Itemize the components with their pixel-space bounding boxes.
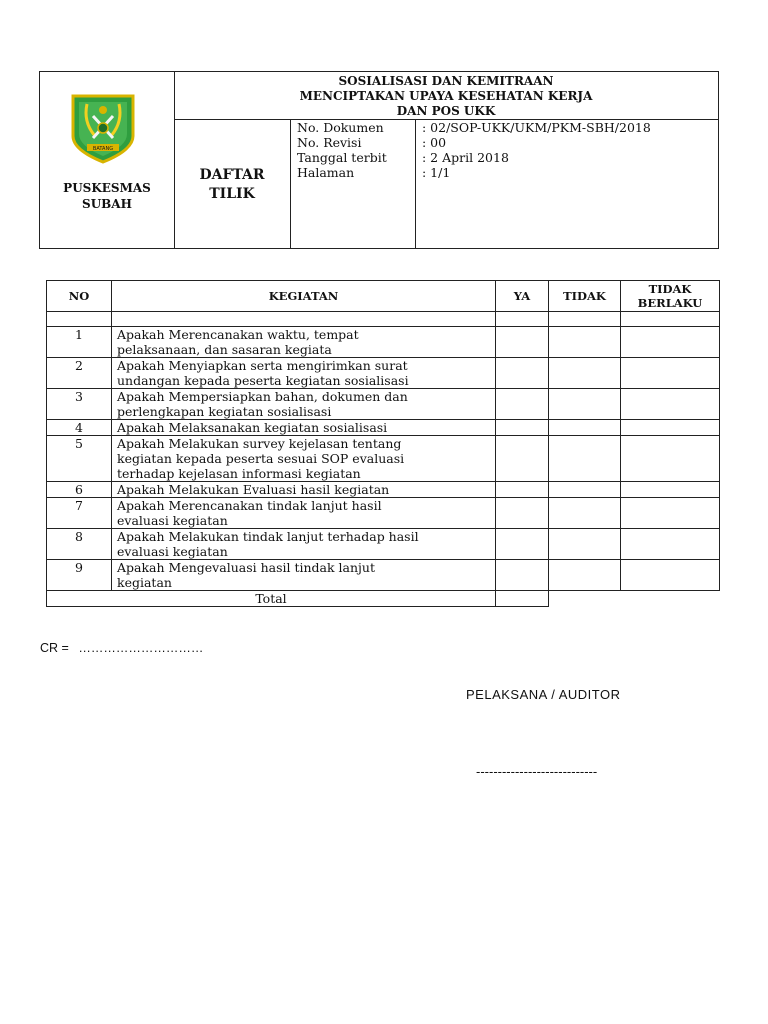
cr-line (40, 641, 203, 655)
ya-checkbox-cell[interactable] (496, 327, 549, 358)
activity-text: Apakah Melakukan survey kejelasan tentang kegiatan kepada peserta sesuai SOP evaluasi terhadap kejelasan informasi kegiatan (112, 436, 496, 482)
activity-text: Apakah Merencanakan waktu, tempat pelaksanaan, dan sasaran kegiata (112, 327, 496, 358)
ya-checkbox-cell[interactable] (496, 560, 549, 591)
svg-text:BATANG: BATANG (92, 146, 114, 152)
tidak-berlaku-checkbox-cell[interactable] (621, 358, 720, 389)
document-title: SOSIALISASI DAN KEMITRAAN MENCIPTAKAN UPAYA KESEHATAN KERJA DAN POS UKK (299, 74, 593, 118)
cr-label: CR = (40, 641, 69, 655)
activity-text: Apakah Melaksanakan kegiatan sosialisasi (112, 420, 496, 436)
activity-text: Apakah Melakukan Evaluasi hasil kegiatan (112, 482, 496, 498)
meta-value: : 02/SOP-UKK/UKM/PKM-SBH/2018 (422, 120, 651, 135)
row-number: 7 (47, 498, 112, 529)
tidak-checkbox-cell[interactable] (549, 436, 621, 482)
tidak-berlaku-checkbox-cell[interactable] (621, 389, 720, 420)
total-row (47, 591, 720, 607)
tidak-checkbox-cell[interactable] (549, 420, 621, 436)
activity-text: Apakah Menyiapkan serta mengirimkan surat undangan kepada peserta kegiatan sosialisasi (112, 358, 496, 389)
table-row (47, 482, 720, 498)
row-number: 9 (47, 560, 112, 591)
table-row (47, 498, 720, 529)
ya-checkbox-cell[interactable] (496, 389, 549, 420)
table-row (47, 327, 720, 358)
activity-text: Apakah Mengevaluasi hasil tindak lanjut kegiatan (112, 560, 496, 591)
tidak-berlaku-checkbox-cell[interactable] (621, 420, 720, 436)
row-number: 6 (47, 482, 112, 498)
column-header-no: NO (47, 281, 112, 312)
meta-label: Tanggal terbit (297, 150, 387, 165)
table-row (47, 529, 720, 560)
table-row (47, 420, 720, 436)
ya-checkbox-cell[interactable] (496, 358, 549, 389)
activity-text: Apakah Merencanakan tindak lanjut hasil evaluasi kegiatan (112, 498, 496, 529)
column-header-ya: YA (496, 281, 549, 312)
tidak-berlaku-checkbox-cell[interactable] (621, 436, 720, 482)
tidak-checkbox-cell[interactable] (549, 358, 621, 389)
meta-label: No. Dokumen (297, 120, 384, 135)
empty-cell (621, 591, 720, 607)
row-number: 2 (47, 358, 112, 389)
tidak-checkbox-cell[interactable] (549, 482, 621, 498)
signer-title: PELAKSANA / AUDITOR (466, 687, 621, 702)
tidak-berlaku-checkbox-cell[interactable] (621, 482, 720, 498)
document-type: DAFTAR TILIK (199, 167, 265, 202)
organization-name: PUSKESMAS SUBAH (63, 181, 151, 211)
row-number: 4 (47, 420, 112, 436)
table-header-row (47, 281, 720, 312)
column-header-tidak: TIDAK (549, 281, 621, 312)
table-spacer-row (47, 312, 720, 327)
batang-emblem-icon (65, 90, 141, 164)
total-ya-cell[interactable] (496, 591, 549, 607)
divider (290, 119, 291, 248)
tidak-checkbox-cell[interactable] (549, 327, 621, 358)
meta-value: : 1/1 (422, 165, 451, 180)
meta-value: : 00 (422, 135, 447, 150)
activity-text: Apakah Melakukan tindak lanjut terhadap hasil evaluasi kegiatan (112, 529, 496, 560)
activity-text: Apakah Mempersiapkan bahan, dokumen dan perlengkapan kegiatan sosialisasi (112, 389, 496, 420)
document-header (39, 71, 719, 249)
tidak-checkbox-cell[interactable] (549, 498, 621, 529)
meta-label: No. Revisi (297, 135, 362, 150)
signature-line[interactable]: ---------------------------- (476, 764, 598, 779)
table-row (47, 358, 720, 389)
cr-value-field[interactable]: ………………………… (78, 641, 204, 655)
row-number: 8 (47, 529, 112, 560)
tidak-checkbox-cell[interactable] (549, 560, 621, 591)
ya-checkbox-cell[interactable] (496, 482, 549, 498)
ya-checkbox-cell[interactable] (496, 420, 549, 436)
table-row (47, 389, 720, 420)
tidak-berlaku-checkbox-cell[interactable] (621, 327, 720, 358)
divider (415, 119, 416, 248)
meta-label: Halaman (297, 165, 355, 180)
tidak-berlaku-checkbox-cell[interactable] (621, 560, 720, 591)
table-row (47, 436, 720, 482)
total-tidak-cell[interactable] (549, 591, 621, 607)
ya-checkbox-cell[interactable] (496, 498, 549, 529)
ya-checkbox-cell[interactable] (496, 529, 549, 560)
row-number: 1 (47, 327, 112, 358)
tidak-berlaku-checkbox-cell[interactable] (621, 529, 720, 560)
ya-checkbox-cell[interactable] (496, 436, 549, 482)
column-header-tidak-berlaku: TIDAK BERLAKU (621, 281, 720, 312)
checklist-table (46, 280, 720, 607)
row-number: 3 (47, 389, 112, 420)
meta-value: : 2 April 2018 (422, 150, 509, 165)
tidak-checkbox-cell[interactable] (549, 529, 621, 560)
row-number: 5 (47, 436, 112, 482)
tidak-berlaku-checkbox-cell[interactable] (621, 498, 720, 529)
tidak-checkbox-cell[interactable] (549, 389, 621, 420)
total-label: Total (47, 591, 496, 607)
table-row (47, 560, 720, 591)
column-header-kegiatan: KEGIATAN (112, 281, 496, 312)
